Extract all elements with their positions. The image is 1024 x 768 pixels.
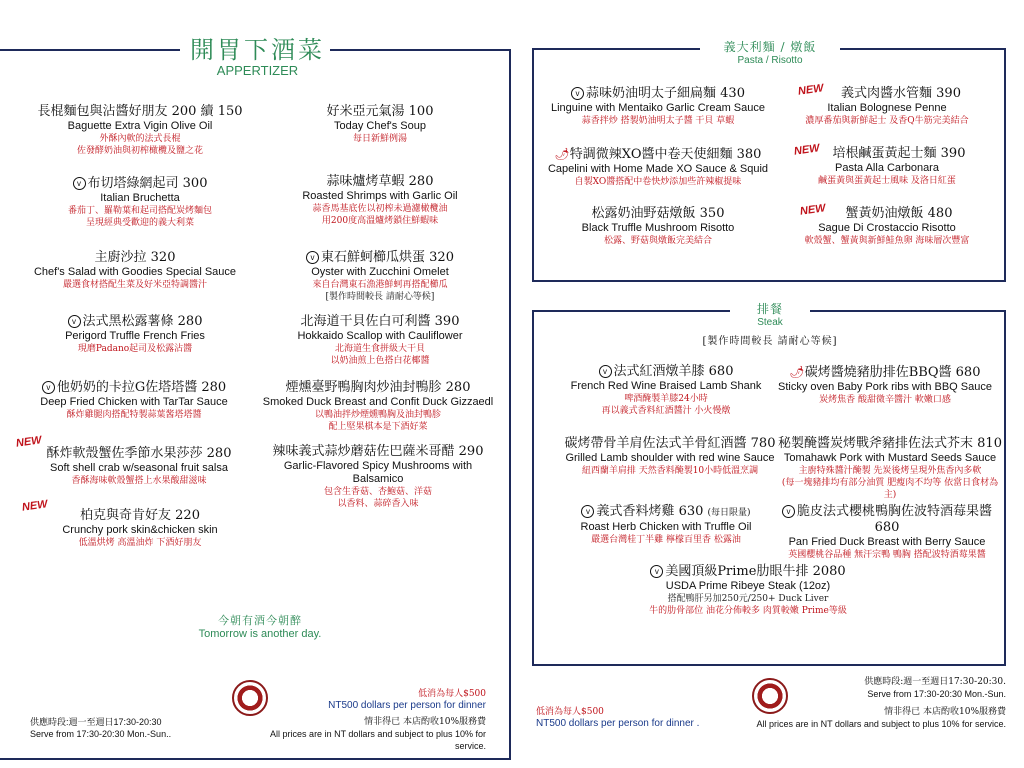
steak-item-ribeye: v 美國頂級Prime肋眼牛排 2080 USDA Prime Ribeye Steak (12oz) 搭配鴨肝另加250元/250+ Duck Liver 牛的肋骨部位 油花分佈較多 肉質較嫩 Prime等級 (649, 564, 847, 616)
pasta-item-mentaiko: v 蒜味奶油明太子細扁麵 430 Linguine with Mentaiko Garlic Cream Sauce 蒜香拌炒 搭製奶油明太子醬 干貝 草蝦 (551, 86, 765, 126)
pasta-item-xo-capelini: 🌶特調微辣XO醬中卷天使細麵 380 Capelini with Home Made XO Sauce & Squid 自製XO醬搭配中卷快炒添加些許辣椒提味 (547, 147, 769, 187)
pasta-item-crab-risotto: 蟹黃奶油燉飯 480 Sague Di Crostaccio Risotto 軟殼蟹、蟹黃與新鮮鮭魚卵 海味層次豐富 (804, 206, 970, 246)
min-charge-right: 低消為每人$500 NT500 dollars per person for dinner . (536, 707, 700, 729)
chili-icon: 🌶 (554, 147, 570, 161)
steak-item-tomahawk: 秘製醃醬炭烤戰斧豬排佐法式芥末 810 Tomahawk Pork with Mustard Seeds Sauce 主廚特殊醬汁醃製 先炭後烤呈現外焦香內多軟 (每一塊豬排均有部分油質 肥瘦肉不均等 依當日食材為主) (778, 436, 1002, 500)
service-fee-left: 情非得已 本店酌收10%服務費 All prices are in NT dollars and subject to plus 10% for service. (270, 717, 486, 751)
vegetarian-icon: v (571, 87, 584, 100)
menu-item-salad: 主廚沙拉 320 Chef's Salad with Goodies Special Sauce 嚴選食材搭配生菜及好米亞特調醬汁 (33, 250, 237, 290)
appetizer-title-en: APPERTIZER (216, 63, 299, 78)
menu-item-scallop: 北海道干貝佐白可利醬 390 Hokkaido Scallop with Cauliflower 北海道生食拼級大干貝 以奶油煎上色搭白花椰醬 (297, 314, 463, 366)
steak-item-lamb-shank: v 法式紅酒燉羊膝 680 French Red Wine Braised Lamb Shank 啤酒醃製羊膝24小時 再以義式香料紅酒醬汁 小火慢燉 (570, 364, 762, 416)
steak-item-roast-chicken: v 義式香料烤雞 630 (每日限量) Roast Herb Chicken with Truffle Oil 嚴選台灣桂丁半雞 檸檬百里香 松露油 (580, 504, 752, 545)
steak-item-lamb-shoulder: 碳烤帶骨羊肩佐法式羊骨紅酒醬 780 Grilled Lamb shoulder with red wine Sauce 紐西蘭羊肩排 天然香料醃製10小時低溫烹調 (564, 436, 776, 476)
pasta-title: 義大利麵 / 燉飯 Pasta / Risotto (700, 40, 840, 66)
menu-item-smoked-duck: 煙燻臺野鴨胸肉炒油封鴨胗 280 Smoked Duck Breast and Confit Duck Gizzaedl 以鴨油拌炒煙燻鴨胸及油封鴨胗 配上堅果棋本是下酒好菜 (262, 380, 494, 432)
menu-item-bruchetta: v 布切塔綠網起司 300 Italian Bruchetta 番茄丁、羅勒葉和起司搭配炭烤麵包 呈現經典受歡迎的義大利菜 (67, 176, 212, 228)
min-charge-left: 低消為每人$500 NT500 dollars per person for dinner (328, 689, 486, 711)
new-badge: NEW (797, 82, 825, 98)
steak-item-duck-breast: v 脆皮法式櫻桃鴨胸佐波特酒莓果醬 680 Pan Fried Duck Breast with Berry Sauce 英國櫻桃谷品種 無汗宗鴨 鴨胸 搭配波特酒莓果醬 (770, 504, 1004, 561)
menu-item-truffle-fries: v 法式黑松露薯條 280 Perigord Truffle French Fries 現磨Padano起司及松露沾醬 (65, 314, 205, 354)
menu-item-shrimp: 蒜味爐烤草蝦 280 Roasted Shrimps with Garlic Oil 蒜香馬基底佐以初榨未過濾橄欖油 用200度高溫爐烤鎖住鮮蝦味 (302, 174, 458, 226)
vegetarian-icon: v (42, 381, 55, 394)
new-badge: NEW (799, 202, 827, 218)
vegetarian-icon: v (581, 505, 594, 518)
new-badge: NEW (21, 498, 49, 514)
service-fee-right: 情非得已 本店酌收10%服務費 All prices are in NT dollars and subject to plus 10% for service. (756, 707, 1006, 729)
steak-title: 排餐 Steak (730, 302, 810, 328)
vegetarian-icon: v (650, 565, 663, 578)
vegetarian-icon: v (782, 505, 795, 518)
menu-item-soup: 好米亞元氣湯 100 Today Chef's Soup 每日新鮮例湯 (326, 104, 434, 144)
menu-item-pork-chicken-skin: 柏克與奇肯好友 220 Crunchy pork skin&chicken skin 低溫烘烤 高溫油炸 下酒好朋友 (62, 508, 218, 548)
motto: 今朝有酒今朝醉 Tomorrow is another day. (198, 614, 322, 640)
hours-left: 供應時段:週一至週日17:30-20:30 Serve from 17:30-20:30 Mon.-Sun.. (30, 717, 172, 739)
menu-item-baguette: 長棍麵包與沾醬好朋友 200 續 150 Baguette Extra Vigin Olive Oil 外酥內軟的法式長棍 佐發酵奶油與初榨橄欖及鹽之花 (37, 104, 243, 156)
steak-note: [製作時間較長 請耐心等候] (702, 336, 838, 347)
new-badge: NEW (793, 142, 821, 158)
vegetarian-icon: v (68, 315, 81, 328)
menu-item-soft-shell-crab: 酥炸軟殼蟹佐季節水果莎莎 280 Soft shell crab w/seasonal fruit salsa 香酥海味軟殼蟹搭上水果酸甜滋味 (46, 446, 232, 486)
appetizer-title (190, 36, 325, 77)
menu-item-fried-chicken: v 他奶奶的卡拉G佐塔塔醬 280 Deep Fried Chicken with TarTar Sauce 酥炸雞腿肉搭配特製蒜葉酱塔塔醬 (40, 380, 228, 420)
restaurant-seal-icon (232, 680, 268, 716)
vegetarian-icon: v (73, 177, 86, 190)
pasta-item-bolognese: 義式肉醬水管麵 390 Italian Bolognese Penne 濃厚番茄與新鮮起士 及香Q牛筋完美結合 (805, 86, 969, 126)
pasta-item-carbonara: 培根鹹蛋黃起士麵 390 Pasta Alla Carbonara 鹹蛋黃與蛋黃起士風味 及洛日紅蛋 (818, 146, 966, 186)
vegetarian-icon: v (306, 251, 319, 264)
steak-item-pork-ribs: 🌶碳烤醬燒豬肋排佐BBQ醬 680 Sticky oven Baby Pork ribs with BBQ Sauce 炭烤焦香 酸甜微辛醬汁 軟嫩口感 (778, 365, 992, 405)
hours-right: 供應時段:週一至週日17:30-20:30. Serve from 17:30-20:30 Mon.-Sun. (864, 677, 1006, 699)
vegetarian-icon: v (599, 365, 612, 378)
appetizer-title-zh: 開胃下酒菜 (190, 36, 325, 64)
pasta-item-truffle-risotto: 松露奶油野菇燉飯 350 Black Truffle Mushroom Risotto 松露、野菇與燉飯完美結合 (581, 206, 735, 246)
menu-item-mushrooms: 辣味義式蒜炒蘑菇佐巴薩米哥醋 290 Garlic-Flavored Spicy Mushrooms with Balsamico 包含生香菇、杏鮑菇、洋菇 以香料、蒜碎香入味 (272, 444, 484, 509)
new-badge: NEW (15, 434, 43, 450)
chili-icon: 🌶 (789, 365, 805, 379)
menu-item-oyster: v 東石鮮蚵櫛瓜烘蛋 320 Oyster with Zucchini Omelet 來自台灣東石漁港鮮蚵再搭配櫛瓜 [製作時間較長 請耐心等候] (270, 250, 490, 303)
